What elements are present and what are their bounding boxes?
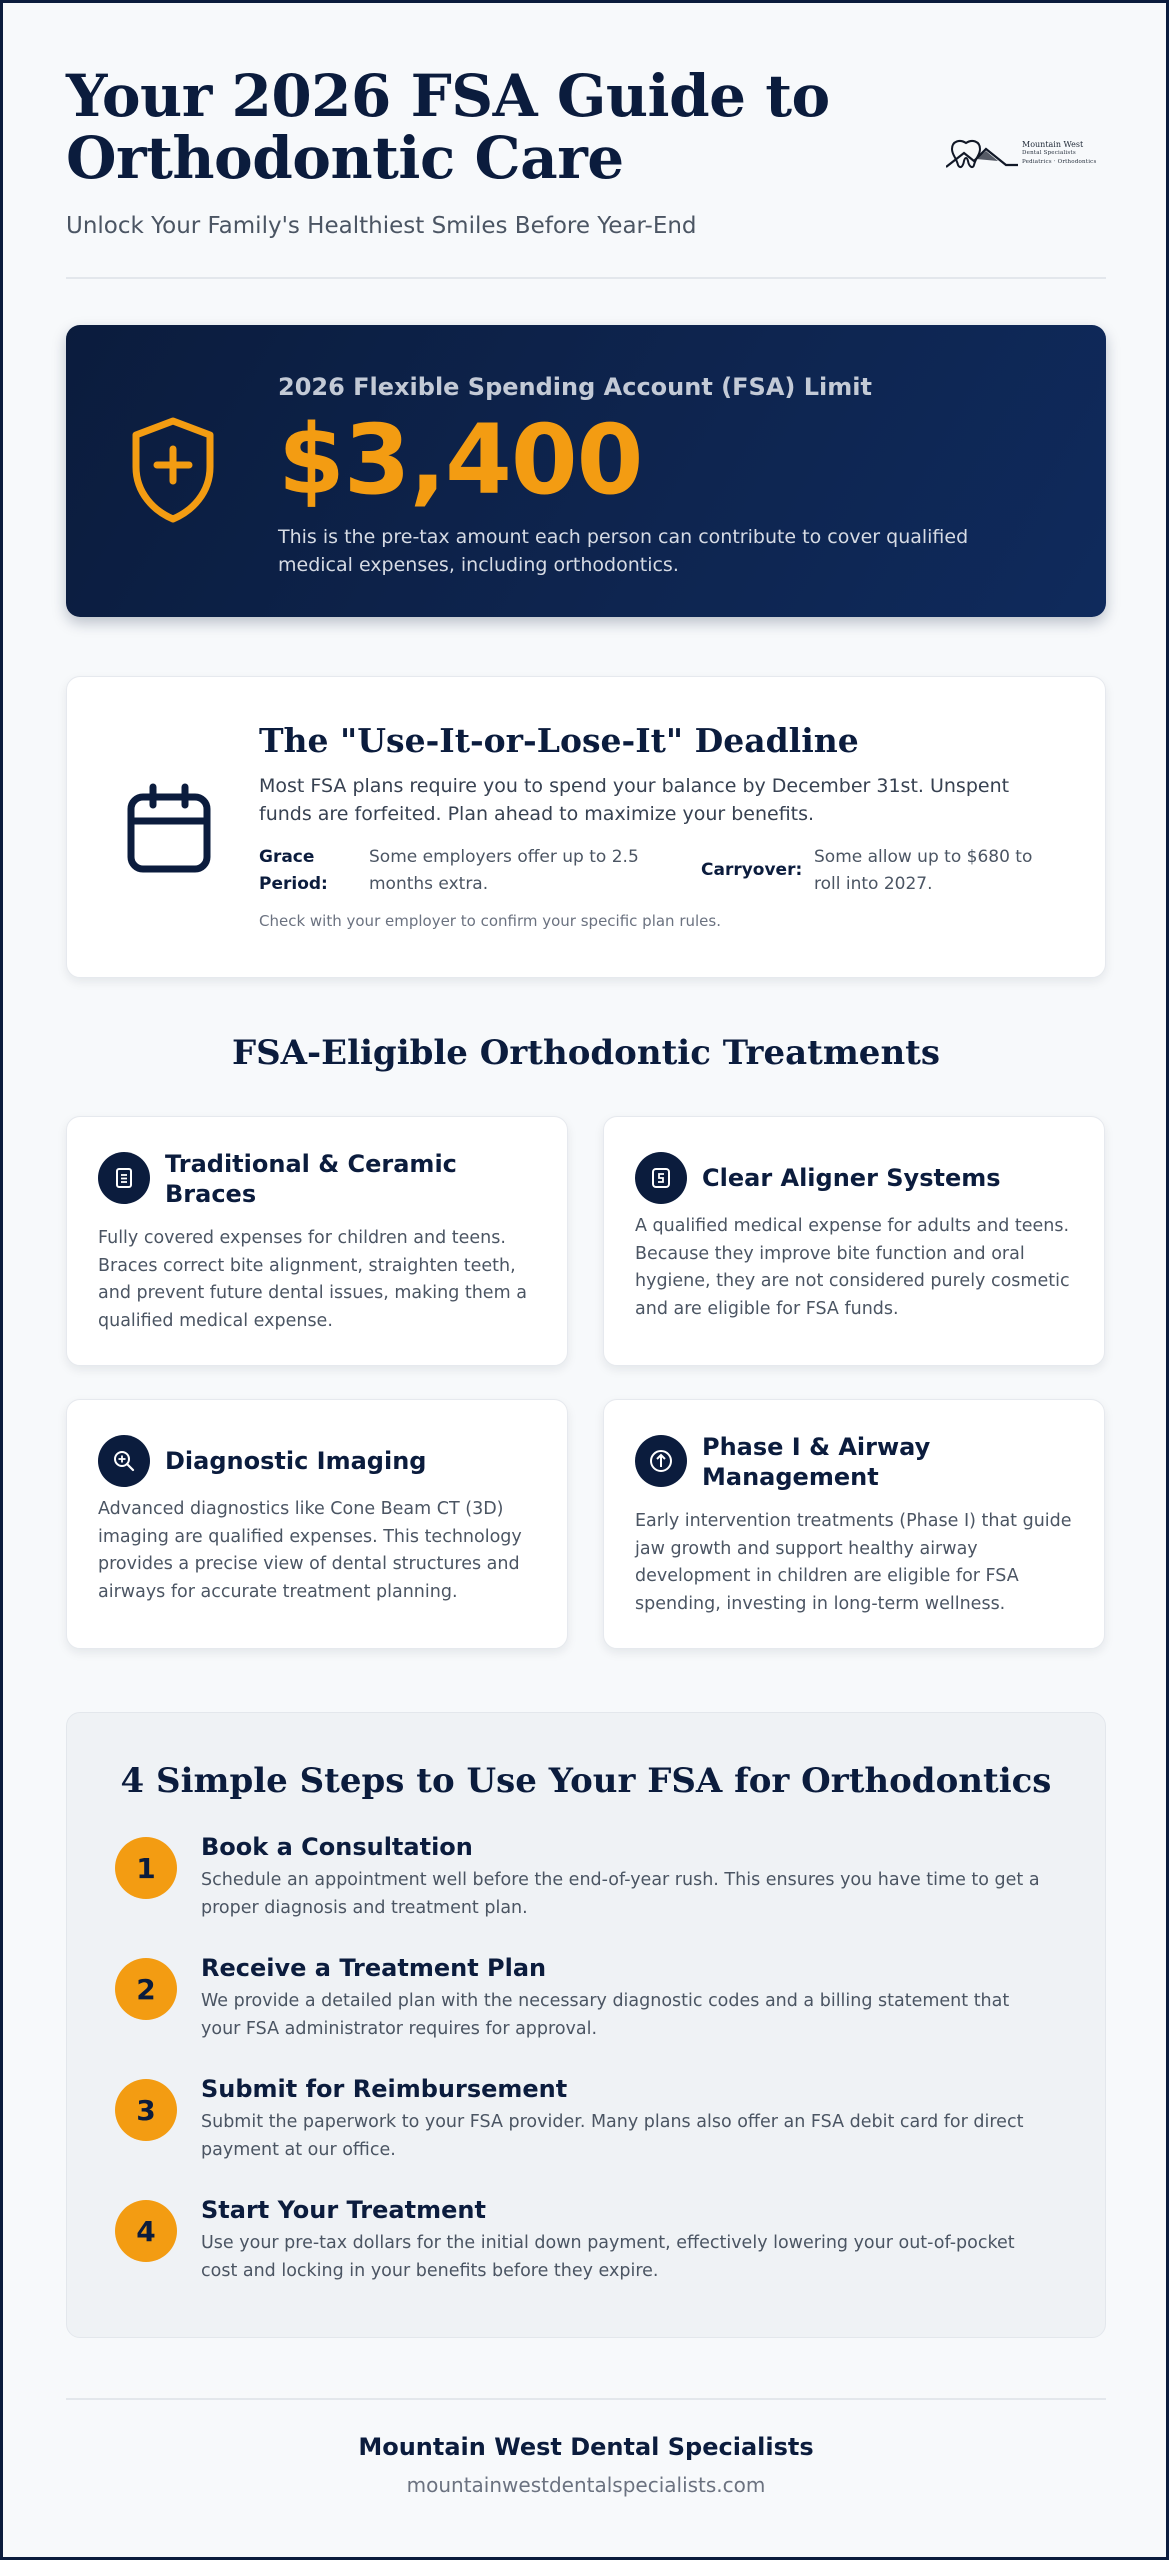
grace-period-label xyxy=(259,844,328,898)
treatment-card-aligners xyxy=(603,1116,1105,1366)
treatment-description: Fully covered expenses for children and teens. Braces correct bite alignment, straighten teeth, and prevent future dental issues, making them a qualified medical expense. xyxy=(98,1228,527,1331)
logo-tagline-specialties: Pediatrics · Orthodontics xyxy=(1022,158,1097,165)
deadline-content xyxy=(259,721,1059,930)
carryover-text-line-1: Some allow up to $680 to xyxy=(814,847,1033,867)
treatment-card-imaging xyxy=(66,1399,568,1649)
fsa-limit-label: 2026 Flexible Spending Account (FSA) Limit xyxy=(278,373,872,401)
treatment-description: Early intervention treatments (Phase I) that guide jaw growth and support healthy airway development in children are eligible for FSA spending, investing in long-term wellness. xyxy=(635,1511,1072,1614)
steps-title: 4 Simple Steps to Use Your FSA for Orthodontics xyxy=(120,1761,1052,1801)
header xyxy=(66,62,1106,239)
treatment-title: Traditional & Ceramic Braces xyxy=(165,1150,457,1208)
page-title-line-2: Orthodontic Care xyxy=(66,124,624,192)
treatment-card-braces xyxy=(66,1116,568,1366)
logo-name: Mountain West xyxy=(1022,139,1084,149)
step-title: Receive a Treatment Plan xyxy=(201,1954,547,1982)
grace-period-label-line-2: Period: xyxy=(259,874,328,894)
deadline-title: The "Use-It-or-Lose-It" Deadline xyxy=(259,721,859,760)
page xyxy=(3,3,1166,2557)
treatment-title: Diagnostic Imaging xyxy=(165,1447,427,1475)
magnify-plus-icon xyxy=(98,1435,150,1487)
treatment-title: Clear Aligner Systems xyxy=(702,1164,1001,1192)
carryover-text xyxy=(814,844,1059,898)
steps-section xyxy=(66,1712,1106,2338)
step-number-badge: 3 xyxy=(115,2079,177,2141)
logo-tagline: Dental Specialists xyxy=(1022,149,1076,156)
deadline-note: Check with your employer to confirm your specific plan rules. xyxy=(259,912,721,930)
treatment-card-phase-one xyxy=(603,1399,1105,1649)
header-divider xyxy=(66,277,1106,279)
footer-divider xyxy=(66,2398,1106,2400)
page-subtitle: Unlock Your Family's Healthiest Smiles Before Year-End xyxy=(66,213,697,239)
grace-period-text-line-1: Some employers offer up to 2.5 xyxy=(369,847,639,867)
grace-period-text-line-2: months extra. xyxy=(369,874,489,894)
carryover-text-line-2: roll into 2027. xyxy=(814,874,933,894)
brand-logo xyxy=(946,133,1106,173)
step-number-badge: 4 xyxy=(115,2200,177,2262)
step-description: Use your pre-tax dollars for the initial down payment, effectively lowering your out-of-pocket cost and locking in your benefits before they expire. xyxy=(201,2233,1015,2281)
fsa-limit-banner xyxy=(66,325,1106,617)
step-number-badge: 1 xyxy=(115,1837,177,1899)
treatment-description: A qualified medical expense for adults and teens. Because they improve bite function and oral hygiene, they are not considered purely cosmetic and are eligible for FSA funds. xyxy=(635,1216,1070,1319)
deadline-text: Most FSA plans require you to spend your balance by December 31st. Unspent funds are forfeited. Plan ahead to maximize your benefits. xyxy=(259,775,1010,825)
page-title xyxy=(66,62,866,192)
shield-plus-icon xyxy=(128,415,218,525)
fsa-limit-amount: $3,400 xyxy=(278,404,643,516)
carryover-label: Carryover: xyxy=(701,860,803,880)
step-number-badge: 2 xyxy=(115,1958,177,2020)
step-title: Start Your Treatment xyxy=(201,2196,486,2224)
step-title: Submit for Reimbursement xyxy=(201,2075,568,2103)
grace-period-text xyxy=(369,844,669,898)
step-description: Submit the paperwork to your FSA provider. Many plans also offer an FSA debit card for direct payment at our office. xyxy=(201,2112,1024,2160)
fsa-limit-content xyxy=(278,373,1038,579)
grace-period-label-line-1: Grace xyxy=(259,847,315,867)
step-description: We provide a detailed plan with the necessary diagnostic codes and a billing statement that your FSA administrator requires for approval. xyxy=(201,1991,1010,2039)
footer-practice-name: Mountain West Dental Specialists xyxy=(358,2433,814,2461)
braces-icon xyxy=(98,1152,150,1204)
footer-website-link[interactable]: mountainwestdentalspecialists.com xyxy=(406,2473,766,2497)
step-title: Book a Consultation xyxy=(201,1833,473,1861)
logo-text xyxy=(1022,140,1096,167)
deadline-card xyxy=(66,676,1106,978)
treatment-title: Phase I & Airway Management xyxy=(702,1433,931,1491)
step-description: Schedule an appointment well before the end-of-year rush. This ensures you have time to get a proper diagnosis and treatment plan. xyxy=(201,1870,1040,1918)
fsa-limit-description: This is the pre-tax amount each person can contribute to cover qualified medical expenses, including orthodontics. xyxy=(278,526,969,576)
page-title-line-1: Your 2026 FSA Guide to xyxy=(66,62,830,130)
calendar-icon xyxy=(121,781,217,877)
deadline-rules xyxy=(259,844,1059,900)
treatments-title: FSA-Eligible Orthodontic Treatments xyxy=(231,1033,941,1073)
treatment-description: Advanced diagnostics like Cone Beam CT (3D) imaging are qualified expenses. This technology provides a precise view of dental structures and airways for accurate treatment planning. xyxy=(98,1499,522,1602)
aligner-icon xyxy=(635,1152,687,1204)
airway-arrow-icon xyxy=(635,1435,687,1487)
tooth-mountain-logo-icon xyxy=(946,135,1018,171)
